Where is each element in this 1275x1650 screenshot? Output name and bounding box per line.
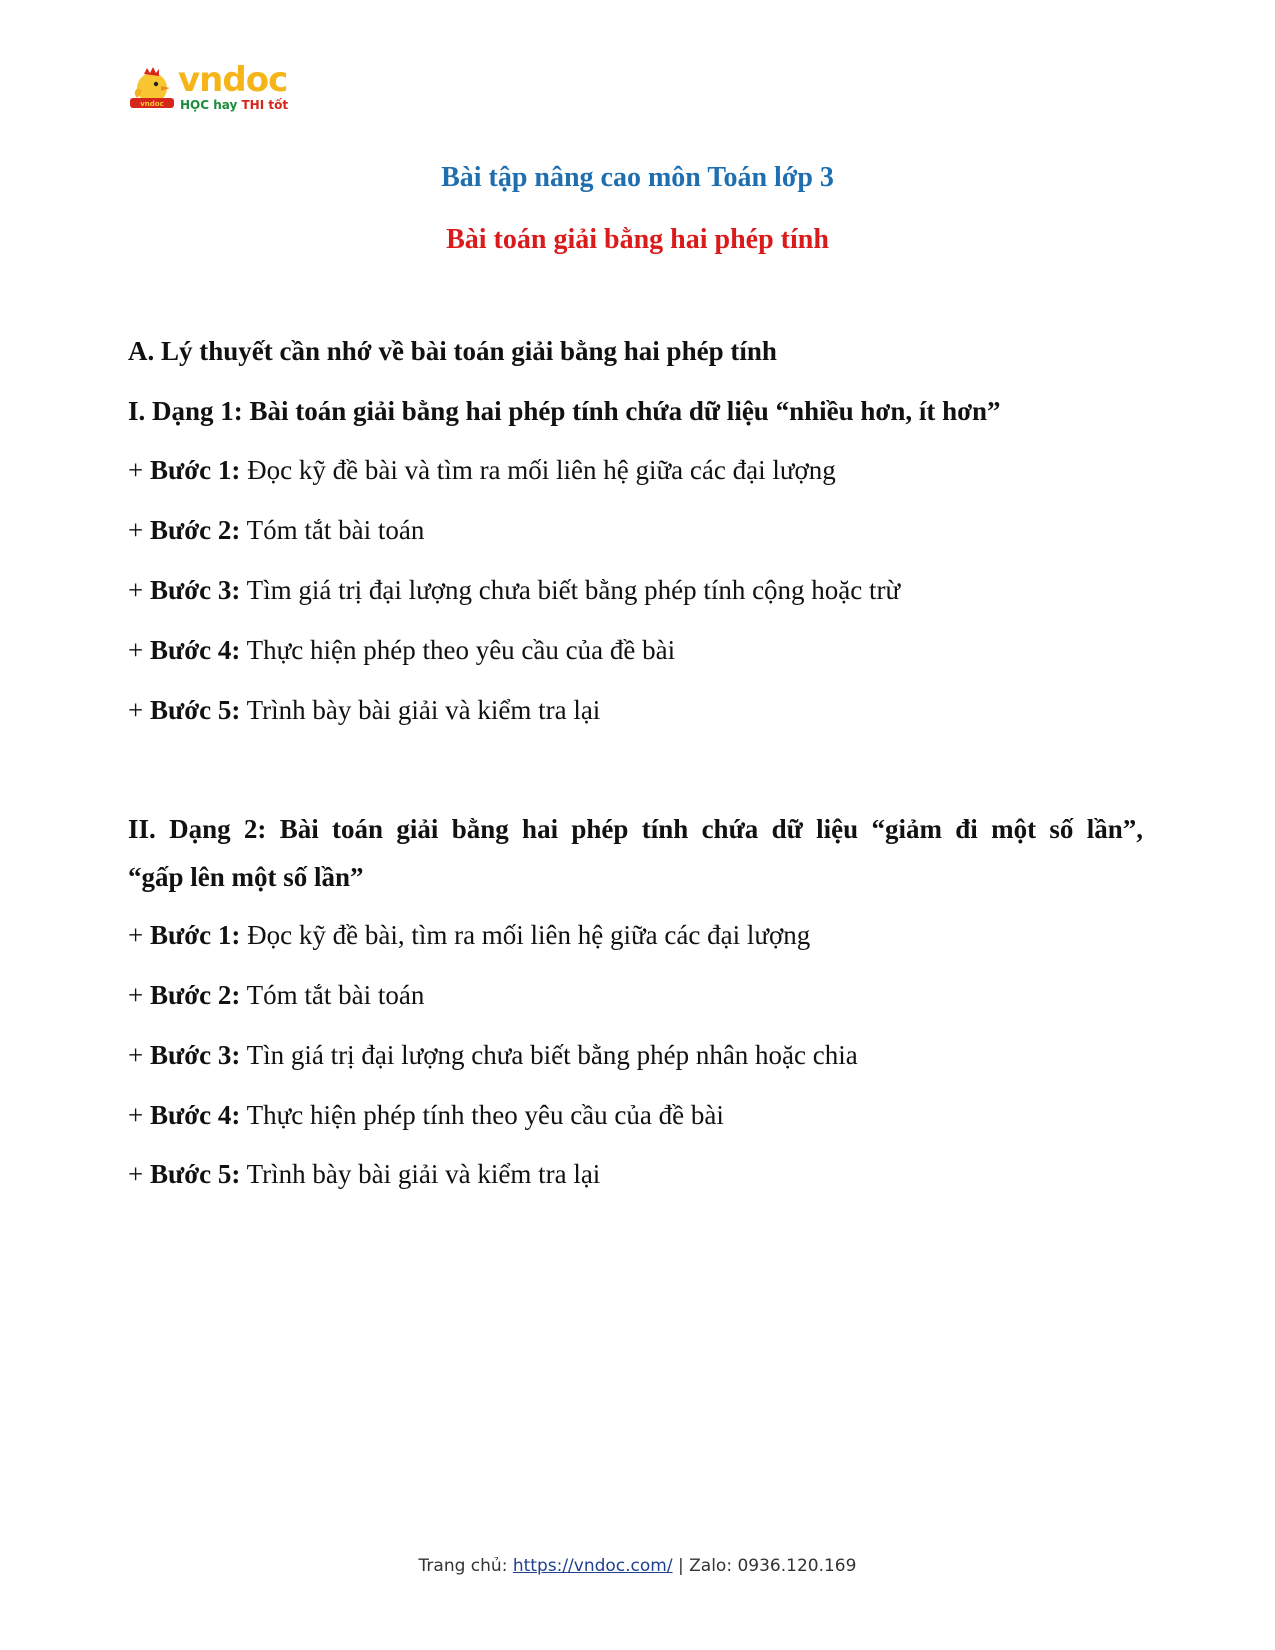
type2-step-4 xyxy=(128,1098,724,1132)
step-prefix: + xyxy=(128,635,150,665)
step-label: Bước 4: xyxy=(149,1100,241,1130)
step-label: Bước 5: xyxy=(149,695,241,725)
logo-tagline-green: HỌC hay xyxy=(180,98,242,112)
step-label: Bước 3: xyxy=(149,1040,241,1070)
step-prefix: + xyxy=(128,980,150,1010)
logo-tagline-red: THI tốt xyxy=(241,98,289,112)
step-text: Đọc kỹ đề bài và tìm ra mối liên hệ giữa các đại lượng xyxy=(240,455,836,485)
step-label: Bước 3: xyxy=(149,575,241,605)
vndoc-logo xyxy=(128,62,288,118)
footer-home-label: Trang chủ: xyxy=(418,1556,513,1576)
step-prefix: + xyxy=(128,575,150,605)
document-subtitle: Bài toán giải bằng hai phép tính xyxy=(446,224,829,255)
step-text: Tìm giá trị đại lượng chưa biết bằng phép tính cộng hoặc trừ xyxy=(240,575,901,605)
type2-step-1 xyxy=(128,918,810,952)
type2-step-5 xyxy=(128,1157,600,1191)
type2-step-3 xyxy=(128,1038,858,1072)
step-text: Tìn giá trị đại lượng chưa biết bằng phép nhân hoặc chia xyxy=(240,1040,858,1070)
svg-text:vndoc: vndoc xyxy=(140,100,164,108)
step-label: Bước 5: xyxy=(149,1159,241,1189)
step-text: Thực hiện phép theo yêu cầu của đề bài xyxy=(240,635,676,665)
section-a-heading: A. Lý thuyết cần nhớ về bài toán giải bằng hai phép tính xyxy=(128,336,777,366)
step-prefix: + xyxy=(128,920,150,950)
step-label: Bước 2: xyxy=(149,980,241,1010)
step-text: Tóm tắt bài toán xyxy=(240,515,425,545)
type2-step-2 xyxy=(128,978,424,1012)
step-prefix: + xyxy=(128,515,150,545)
step-label: Bước 2: xyxy=(149,515,241,545)
type1-heading: I. Dạng 1: Bài toán giải bằng hai phép tính chứa dữ liệu “nhiều hơn, ít hơn” xyxy=(128,396,1001,426)
type2-heading-line-1: II. Dạng 2: Bài toán giải bằng hai phép tính chứa dữ liệu “giảm đi một số lần”, xyxy=(128,814,1143,844)
step-prefix: + xyxy=(128,1100,150,1130)
step-label: Bước 1: xyxy=(149,455,241,485)
step-text: Trình bày bài giải và kiểm tra lại xyxy=(240,695,601,725)
page-footer xyxy=(0,1556,1275,1576)
footer-home-link[interactable]: https://vndoc.com/ xyxy=(512,1556,673,1576)
step-text: Thực hiện phép tính theo yêu cầu của đề bài xyxy=(240,1100,724,1130)
step-text: Đọc kỹ đề bài, tìm ra mối liên hệ giữa các đại lượng xyxy=(240,920,811,950)
step-label: Bước 4: xyxy=(149,635,241,665)
footer-zalo: Zalo: 0936.120.169 xyxy=(689,1556,857,1576)
type1-step-3 xyxy=(128,573,900,607)
type1-step-1 xyxy=(128,453,836,487)
type1-step-5 xyxy=(128,693,600,727)
document-title: Bài tập nâng cao môn Toán lớp 3 xyxy=(441,162,834,193)
type2-heading-line-2: “gấp lên một số lần” xyxy=(128,862,364,892)
logo-wordmark: vndoc xyxy=(178,60,288,100)
type1-step-4 xyxy=(128,633,675,667)
step-label: Bước 1: xyxy=(149,920,241,950)
step-prefix: + xyxy=(128,1040,150,1070)
step-text: Tóm tắt bài toán xyxy=(240,980,425,1010)
step-prefix: + xyxy=(128,455,150,485)
chicken-mascot-icon xyxy=(128,64,178,114)
logo-tagline xyxy=(180,98,288,112)
step-prefix: + xyxy=(128,1159,150,1189)
step-prefix: + xyxy=(128,695,150,725)
step-text: Trình bày bài giải và kiểm tra lại xyxy=(240,1159,601,1189)
type1-step-2 xyxy=(128,513,424,547)
footer-separator: | xyxy=(672,1556,690,1576)
